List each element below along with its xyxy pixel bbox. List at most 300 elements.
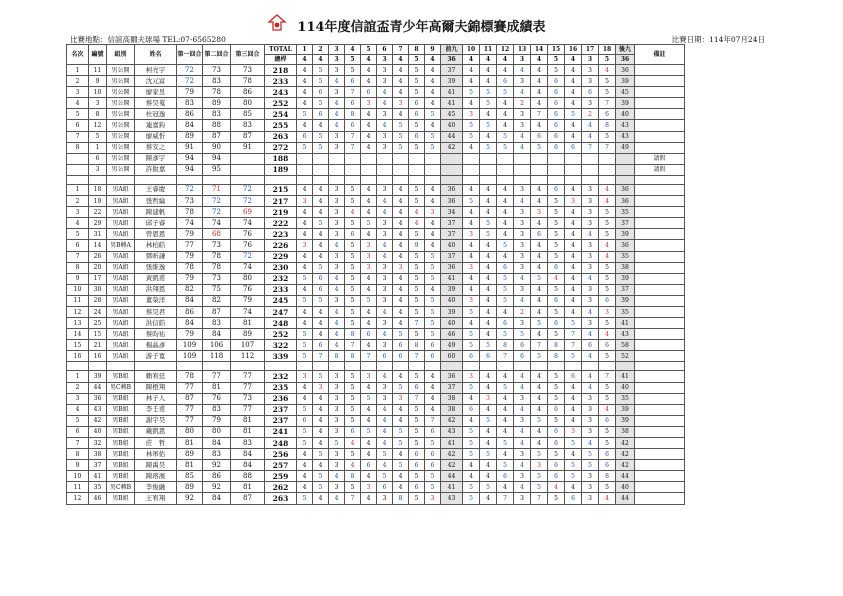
hole-score: 7 — [345, 142, 361, 153]
front-nine-total: 40 — [441, 295, 463, 306]
rank-cell: 13 — [67, 318, 89, 329]
hole-score: 5 — [425, 142, 441, 153]
hole-score: 5 — [313, 65, 329, 76]
player-name: 蔡昊君 — [135, 306, 177, 317]
header-name: 姓名 — [135, 45, 177, 65]
total-score: 188 — [265, 153, 297, 164]
remark-cell — [635, 142, 685, 153]
hole-score: 4 — [377, 426, 393, 437]
hole-score: 5 — [313, 482, 329, 493]
hole-score: 5 — [425, 262, 441, 273]
number-cell: 29 — [89, 218, 107, 229]
header-hole-10: 10 — [463, 45, 480, 55]
hole-score — [313, 164, 329, 175]
front-nine-total: 43 — [441, 426, 463, 437]
number-cell: 26 — [89, 251, 107, 262]
round-score-r3: 73 — [231, 65, 265, 76]
round-score-r3: 69 — [231, 207, 265, 218]
hole-score: 4 — [361, 109, 377, 120]
rank-cell: 7 — [67, 251, 89, 262]
hole-score — [582, 164, 599, 175]
hole-score: 4 — [548, 273, 565, 284]
group-cell: 男B組 — [107, 393, 135, 404]
player-name: 許銳嘉 — [135, 164, 177, 175]
hole-score: 6 — [548, 109, 565, 120]
hole-score: 5 — [599, 318, 616, 329]
hole-score: 4 — [480, 109, 497, 120]
hole-score: 4 — [531, 438, 548, 449]
group-cell: 男公開 — [107, 131, 135, 142]
player-name: 董榮洋 — [135, 295, 177, 306]
hole-score: 5 — [497, 87, 514, 98]
header-hole-3: 3 — [329, 45, 345, 55]
hole-score: 4 — [393, 251, 409, 262]
hole-score: 5 — [409, 295, 425, 306]
hole-score: 3 — [480, 393, 497, 404]
round-score-r1: 87 — [177, 393, 203, 404]
number-cell: 36 — [89, 393, 107, 404]
rank-cell: 4 — [67, 218, 89, 229]
remark-cell — [635, 460, 685, 471]
front-nine-total: 37 — [441, 251, 463, 262]
hole-score: 6 — [548, 142, 565, 153]
par-cell: 4 — [497, 55, 514, 65]
hole-score: 4 — [514, 426, 531, 437]
hole-score: 6 — [345, 426, 361, 437]
round-score-r1: 72 — [177, 76, 203, 87]
table-row — [67, 426, 685, 437]
round-score-r1: 73 — [177, 196, 203, 207]
hole-score: 5 — [599, 218, 616, 229]
player-name: 林子人 — [135, 393, 177, 404]
hole-score: 4 — [497, 371, 514, 382]
empty-cell — [135, 362, 177, 371]
player-name: 謝宇昊 — [135, 415, 177, 426]
table-row — [67, 87, 685, 98]
player-name: 曾恩恩 — [135, 229, 177, 240]
hole-score: 6 — [409, 131, 425, 142]
table-row — [67, 109, 685, 120]
round-score-r3: 89 — [231, 329, 265, 340]
round-score-r1: 109 — [177, 351, 203, 362]
hole-score — [531, 164, 548, 175]
header-hole-2: 2 — [313, 45, 329, 55]
hole-score: 5 — [345, 318, 361, 329]
hole-score: 5 — [531, 142, 548, 153]
hole-score: 7 — [582, 142, 599, 153]
total-score: 226 — [265, 240, 297, 251]
hole-score: 5 — [345, 65, 361, 76]
hole-score: 4 — [377, 460, 393, 471]
hole-score: 3 — [425, 207, 441, 218]
hole-score: 7 — [497, 493, 514, 504]
back-nine-total: 44 — [616, 471, 635, 482]
hole-score: 4 — [582, 306, 599, 317]
hole-score: 4 — [393, 482, 409, 493]
par-cell: 3 — [377, 55, 393, 65]
total-score: 252 — [265, 329, 297, 340]
empty-cell — [361, 362, 377, 371]
round-score-r3: 87 — [231, 493, 265, 504]
hole-score — [599, 153, 616, 164]
hole-score: 6 — [297, 415, 313, 426]
hole-score: 5 — [582, 460, 599, 471]
number-cell: 5 — [89, 131, 107, 142]
hole-score: 5 — [425, 295, 441, 306]
hole-score: 5 — [345, 415, 361, 426]
hole-score: 4 — [565, 65, 582, 76]
hole-score: 4 — [514, 371, 531, 382]
par-cell: 5 — [599, 55, 616, 65]
number-cell: 12 — [89, 120, 107, 131]
group-cell: 男A組 — [107, 340, 135, 351]
hole-score: 4 — [565, 207, 582, 218]
round-score-r1: 79 — [177, 251, 203, 262]
round-score-r2: 81 — [203, 382, 231, 393]
hole-score: 5 — [313, 218, 329, 229]
hole-score: 8 — [548, 340, 565, 351]
hole-score: 3 — [329, 87, 345, 98]
hole-score: 4 — [531, 284, 548, 295]
header-round-2: 第二回合 — [203, 45, 231, 65]
hole-score: 4 — [514, 460, 531, 471]
total-score: 218 — [265, 65, 297, 76]
round-score-r3: 77 — [231, 371, 265, 382]
hole-score: 4 — [393, 284, 409, 295]
hole-score: 5 — [297, 273, 313, 284]
round-score-r3: 72 — [231, 196, 265, 207]
hole-score: 4 — [565, 251, 582, 262]
hole-score: 3 — [329, 415, 345, 426]
round-score-r3: 91 — [231, 142, 265, 153]
number-cell: 30 — [89, 284, 107, 295]
hole-score: 5 — [463, 196, 480, 207]
empty-cell — [480, 362, 497, 371]
empty-cell — [616, 362, 635, 371]
back-nine-total: 41 — [616, 371, 635, 382]
round-score-r3: 112 — [231, 351, 265, 362]
remark-cell — [635, 76, 685, 87]
hole-score — [480, 153, 497, 164]
hole-score: 5 — [297, 329, 313, 340]
round-score-r1: 78 — [177, 207, 203, 218]
hole-score: 3 — [377, 340, 393, 351]
round-score-r1: 84 — [177, 120, 203, 131]
back-nine-total: 45 — [616, 87, 635, 98]
hole-score: 4 — [329, 329, 345, 340]
hole-score: 6 — [548, 262, 565, 273]
hole-score: 5 — [480, 218, 497, 229]
hole-score: 6 — [548, 460, 565, 471]
total-score: 235 — [265, 382, 297, 393]
remark-cell — [635, 240, 685, 251]
hole-score: 4 — [425, 284, 441, 295]
hole-score: 4 — [361, 76, 377, 87]
total-score: 189 — [265, 164, 297, 175]
hole-score: 5 — [345, 196, 361, 207]
hole-score: 5 — [480, 229, 497, 240]
hole-score: 5 — [497, 284, 514, 295]
hole-score: 4 — [480, 318, 497, 329]
group-cell: 男B組 — [107, 493, 135, 504]
hole-score: 3 — [599, 306, 616, 317]
round-score-r2: 84 — [203, 438, 231, 449]
hole-score: 5 — [313, 371, 329, 382]
hole-score: 4 — [565, 284, 582, 295]
hole-score: 5 — [599, 284, 616, 295]
hole-score: 5 — [548, 415, 565, 426]
rank-cell: 7 — [67, 438, 89, 449]
hole-score: 4 — [514, 142, 531, 153]
empty-cell — [582, 175, 599, 184]
player-name: 黃凱甫 — [135, 273, 177, 284]
hole-score: 5 — [599, 262, 616, 273]
hole-score: 4 — [480, 240, 497, 251]
empty-cell — [565, 175, 582, 184]
hole-score: 3 — [329, 426, 345, 437]
hole-score: 5 — [548, 306, 565, 317]
round-score-r2: 87 — [203, 306, 231, 317]
hole-score: 4 — [361, 318, 377, 329]
number-cell: 3 — [89, 98, 107, 109]
number-cell: 1 — [89, 142, 107, 153]
round-score-r1: 86 — [177, 306, 203, 317]
hole-score: 3 — [377, 273, 393, 284]
hole-score: 2 — [514, 306, 531, 317]
front-nine-total: 60 — [441, 351, 463, 362]
round-score-r2: 92 — [203, 460, 231, 471]
group-cell: 男A組 — [107, 318, 135, 329]
hole-score: 4 — [393, 306, 409, 317]
hole-score: 3 — [582, 393, 599, 404]
header-hole-11: 11 — [480, 45, 497, 55]
player-name: 李壬甫 — [135, 404, 177, 415]
hole-score: 4 — [565, 184, 582, 195]
hole-score: 4 — [361, 284, 377, 295]
round-score-r2: 71 — [203, 184, 231, 195]
player-name: 陳建帆 — [135, 207, 177, 218]
hole-score: 3 — [361, 251, 377, 262]
rank-cell: 6 — [67, 120, 89, 131]
group-cell: 男A組 — [107, 196, 135, 207]
hole-score: 3 — [531, 460, 548, 471]
hole-score: 6 — [463, 351, 480, 362]
hole-score: 4 — [599, 404, 616, 415]
par-cell: 5 — [409, 55, 425, 65]
hole-score: 3 — [463, 262, 480, 273]
hole-score: 4 — [582, 273, 599, 284]
hole-score: 4 — [463, 251, 480, 262]
hole-score: 4 — [361, 449, 377, 460]
round-score-r2: 84 — [203, 329, 231, 340]
section-separator — [67, 362, 685, 371]
number-cell: 9 — [89, 76, 107, 87]
hole-score: 4 — [425, 87, 441, 98]
hole-score: 5 — [548, 218, 565, 229]
empty-cell — [135, 175, 177, 184]
hole-score: 4 — [361, 471, 377, 482]
number-cell: 20 — [89, 262, 107, 273]
table-row — [67, 382, 685, 393]
empty-cell — [265, 175, 297, 184]
player-name: 沈元富 — [135, 76, 177, 87]
hole-score: 6 — [497, 318, 514, 329]
hole-score: 4 — [531, 87, 548, 98]
hole-score — [514, 164, 531, 175]
empty-cell — [497, 175, 514, 184]
player-name: 陳瑢濱 — [135, 471, 177, 482]
empty-cell — [409, 362, 425, 371]
empty-cell — [480, 175, 497, 184]
number-cell: 18 — [89, 184, 107, 195]
player-name: 張維逸 — [135, 262, 177, 273]
hole-score: 4 — [480, 65, 497, 76]
hole-score: 4 — [480, 404, 497, 415]
hole-score: 5 — [480, 415, 497, 426]
par-cell: 4 — [531, 55, 548, 65]
rank-cell: 9 — [67, 460, 89, 471]
group-cell: 男公開 — [107, 87, 135, 98]
hole-score: 4 — [297, 306, 313, 317]
hole-score: 3 — [329, 196, 345, 207]
hole-score: 5 — [599, 382, 616, 393]
rank-cell — [67, 153, 89, 164]
hole-score: 3 — [377, 142, 393, 153]
hole-score — [345, 153, 361, 164]
hole-score: 4 — [497, 65, 514, 76]
hole-score: 6 — [548, 98, 565, 109]
total-score: 230 — [265, 262, 297, 273]
hole-score: 4 — [497, 449, 514, 460]
hole-score: 5 — [313, 76, 329, 87]
hole-score: 4 — [297, 207, 313, 218]
round-score-r1: 81 — [177, 438, 203, 449]
front-nine-total — [441, 164, 463, 175]
round-score-r3: 83 — [231, 438, 265, 449]
hole-score: 5 — [548, 329, 565, 340]
hole-score: 4 — [297, 262, 313, 273]
hole-score: 4 — [313, 393, 329, 404]
remark-cell — [635, 98, 685, 109]
total-score: 236 — [265, 393, 297, 404]
hole-score: 4 — [361, 340, 377, 351]
hole-score — [480, 164, 497, 175]
hole-score: 4 — [565, 131, 582, 142]
section-separator — [67, 175, 685, 184]
number-cell: 32 — [89, 438, 107, 449]
back-nine-total: 42 — [616, 460, 635, 471]
empty-cell — [377, 362, 393, 371]
round-score-r1: 72 — [177, 65, 203, 76]
hole-score: 5 — [409, 404, 425, 415]
rank-cell: 1 — [67, 65, 89, 76]
total-score: 243 — [265, 87, 297, 98]
hole-score: 4 — [565, 120, 582, 131]
hole-score: 5 — [463, 482, 480, 493]
round-score-r1: 82 — [177, 284, 203, 295]
empty-cell — [616, 175, 635, 184]
back-nine-total: 43 — [616, 120, 635, 131]
total-score: 241 — [265, 426, 297, 437]
front-nine-total: 44 — [441, 131, 463, 142]
empty-cell — [345, 175, 361, 184]
hole-score: 5 — [531, 318, 548, 329]
rank-cell: 3 — [67, 87, 89, 98]
hole-score: 4 — [565, 382, 582, 393]
back-nine-total: 39 — [616, 273, 635, 284]
header-hole-18: 18 — [599, 45, 616, 55]
round-score-r1: 80 — [177, 426, 203, 437]
front-nine-total: 37 — [441, 229, 463, 240]
hole-score: 5 — [409, 415, 425, 426]
hole-score: 6 — [409, 482, 425, 493]
hole-score: 4 — [425, 120, 441, 131]
hole-score: 3 — [514, 109, 531, 120]
round-score-r2: 79 — [203, 415, 231, 426]
hole-score: 5 — [599, 273, 616, 284]
hole-score: 4 — [313, 460, 329, 471]
hole-score: 4 — [313, 251, 329, 262]
hole-score: 4 — [377, 329, 393, 340]
hole-score: 5 — [463, 329, 480, 340]
hole-score: 5 — [497, 131, 514, 142]
front-nine-total: 37 — [441, 218, 463, 229]
rank-cell — [67, 164, 89, 175]
rank-cell: 11 — [67, 482, 89, 493]
hole-score: 4 — [361, 273, 377, 284]
empty-cell — [463, 175, 480, 184]
hole-score: 3 — [329, 404, 345, 415]
remark-cell — [635, 262, 685, 273]
hole-score: 3 — [377, 295, 393, 306]
round-score-r3: 78 — [231, 76, 265, 87]
hole-score: 5 — [345, 240, 361, 251]
hole-score: 4 — [565, 482, 582, 493]
round-score-r1: 79 — [177, 273, 203, 284]
total-score: 219 — [265, 207, 297, 218]
table-row — [67, 306, 685, 317]
remark-cell — [635, 318, 685, 329]
hole-score: 5 — [599, 426, 616, 437]
hole-score: 4 — [480, 196, 497, 207]
hole-score: 4 — [480, 371, 497, 382]
table-row — [67, 164, 685, 175]
hole-score: 7 — [599, 371, 616, 382]
hole-score: 3 — [329, 295, 345, 306]
hole-score: 4 — [329, 120, 345, 131]
hole-score: 3 — [582, 284, 599, 295]
hole-score: 4 — [514, 404, 531, 415]
hole-score: 3 — [582, 482, 599, 493]
hole-score: 6 — [345, 76, 361, 87]
hole-score: 4 — [361, 415, 377, 426]
hole-score: 4 — [565, 415, 582, 426]
hole-score: 6 — [313, 273, 329, 284]
table-row — [67, 142, 685, 153]
hole-score: 3 — [393, 262, 409, 273]
hole-score: 4 — [329, 98, 345, 109]
hole-score: 5 — [463, 131, 480, 142]
hole-score: 3 — [377, 131, 393, 142]
par-cell: 5 — [548, 55, 565, 65]
hole-score: 4 — [425, 76, 441, 87]
hole-score: 6 — [409, 449, 425, 460]
rank-cell: 14 — [67, 329, 89, 340]
hole-score — [409, 153, 425, 164]
hole-score: 5 — [409, 306, 425, 317]
player-name: 張哲綸 — [135, 196, 177, 207]
number-cell: 19 — [89, 196, 107, 207]
